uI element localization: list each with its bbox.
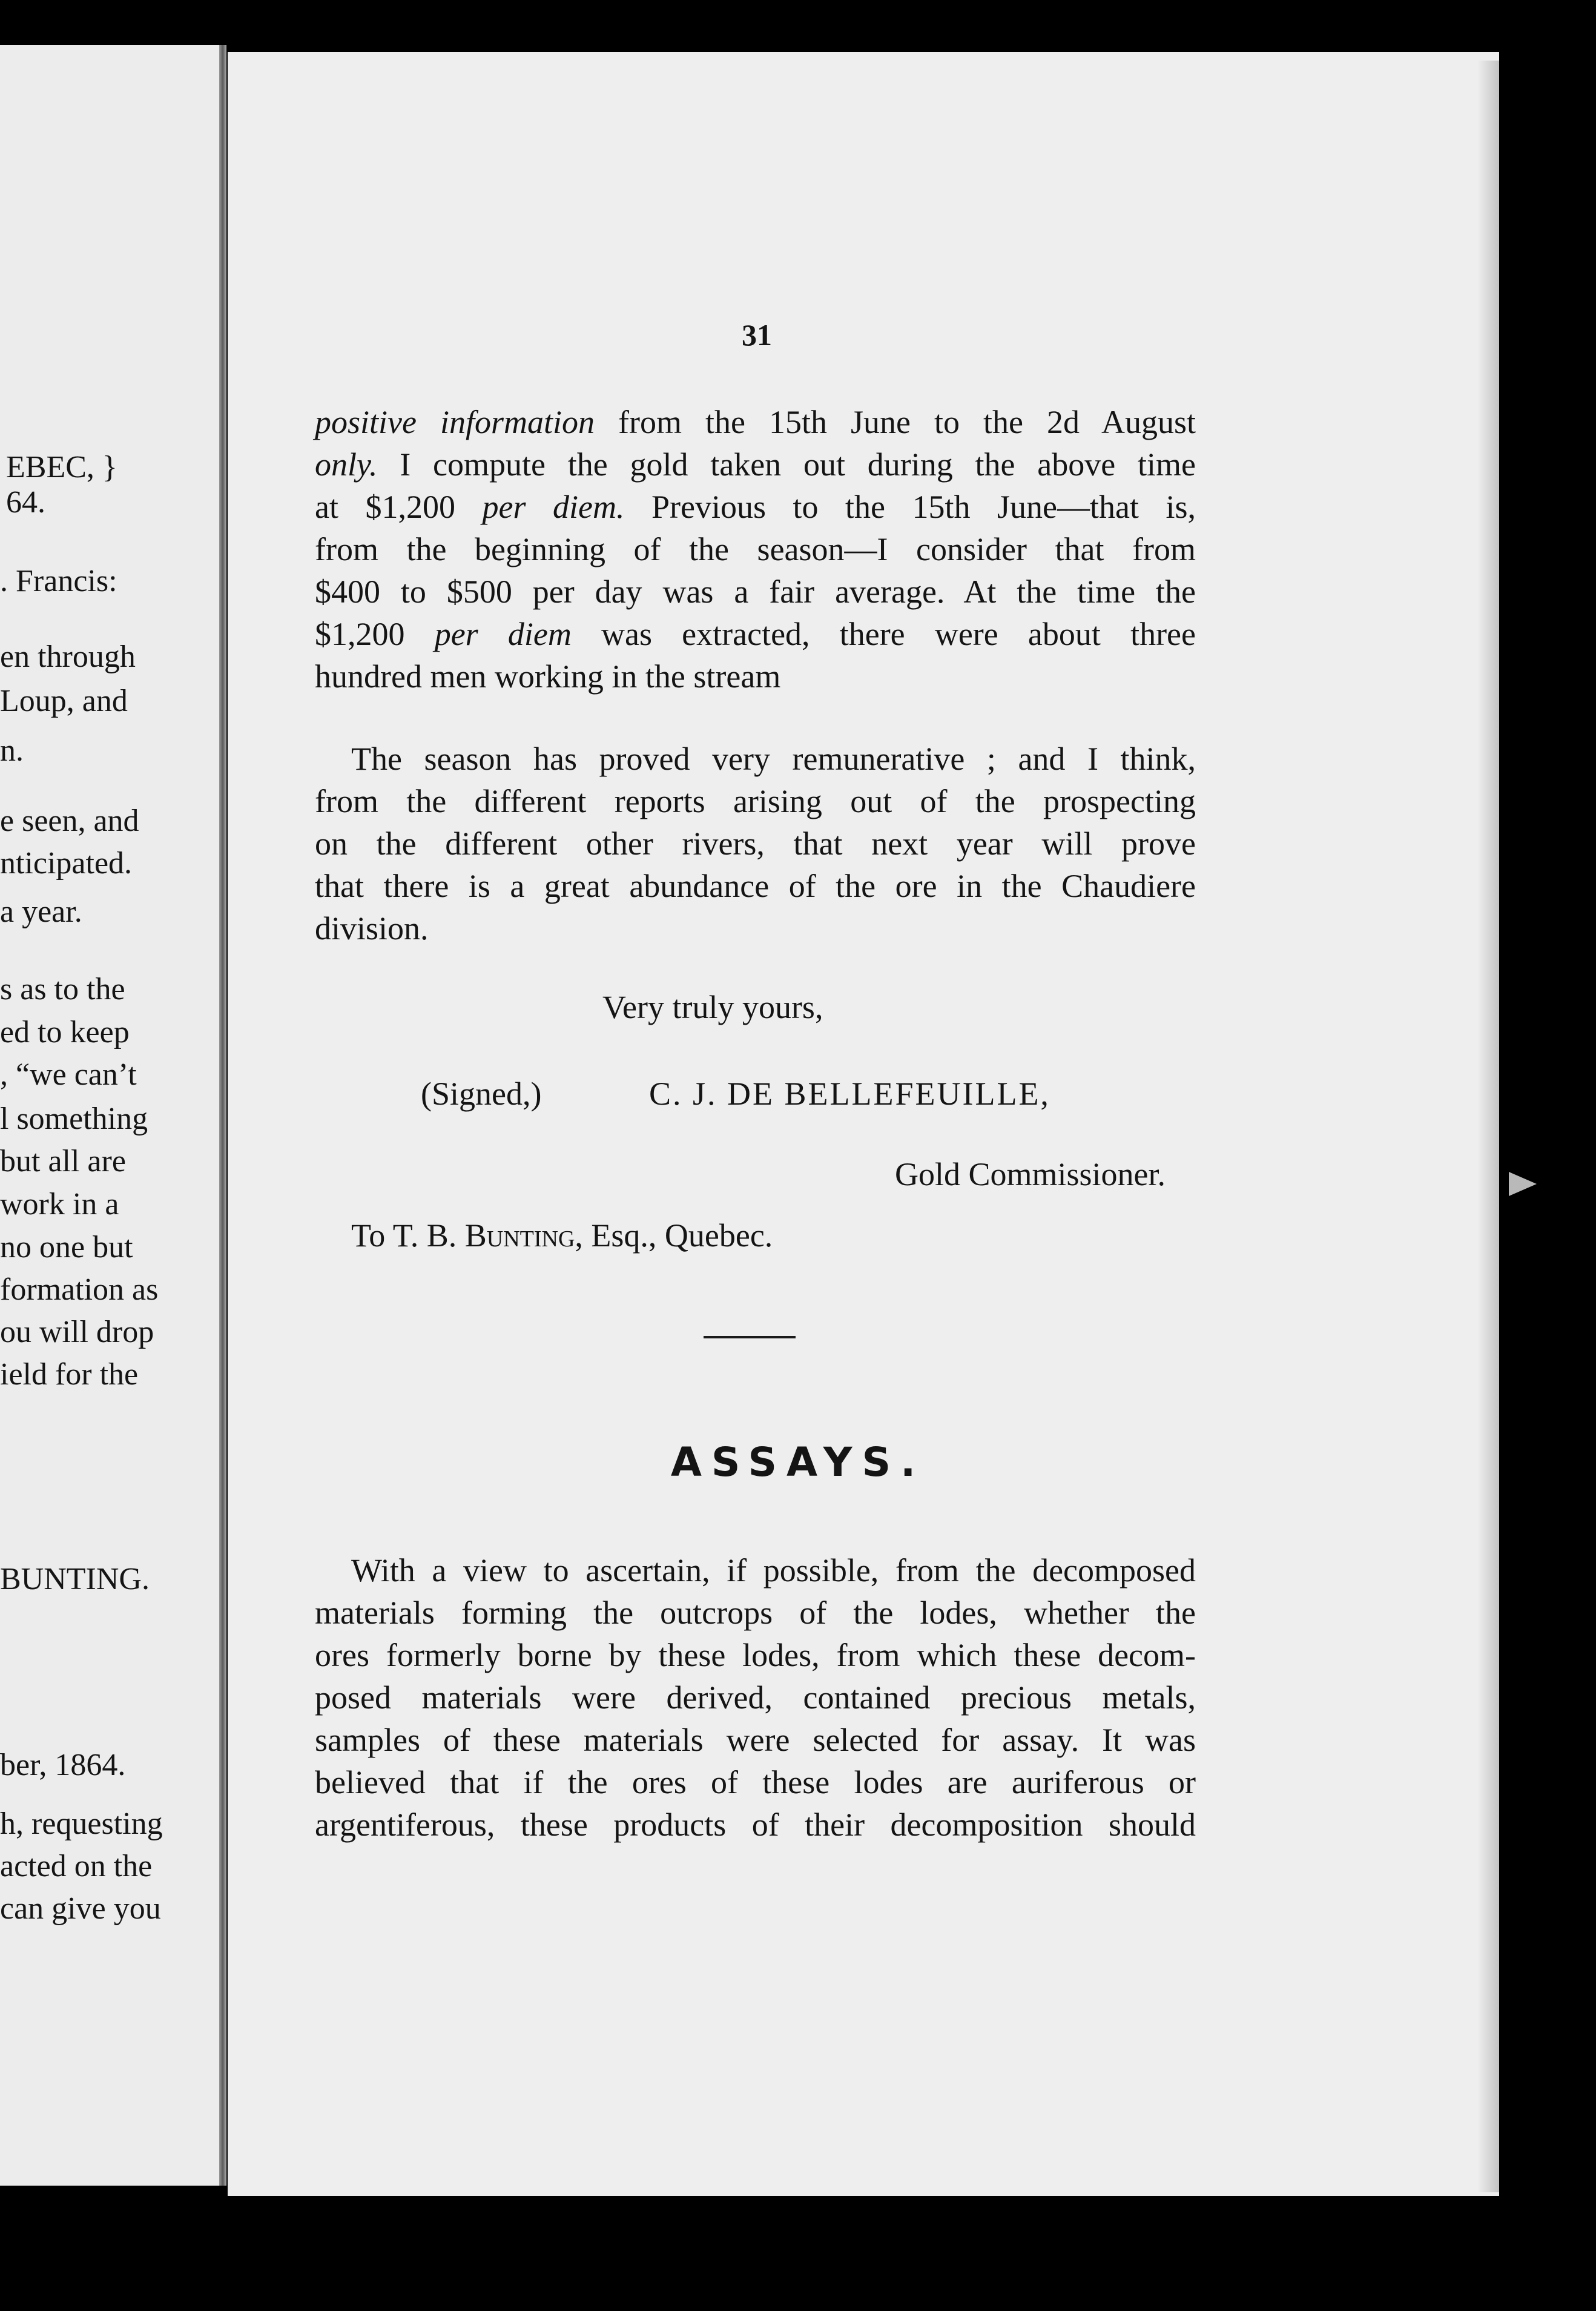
page-gutter [219,45,226,2186]
text-span: , Esq., Quebec. [575,1217,773,1254]
left-fragment-line: s as to the [0,972,125,1007]
signatory-name: C. J. DE BELLEFEUILLE, [649,1076,1050,1112]
italic-phrase: per diem. [482,489,625,525]
letter-line: that there is a great abundance of the ore in the Chaudiere [315,868,1196,904]
assays-line: ores formerly borne by these lodes, from which these decom- [315,1637,1196,1673]
section-separator [704,1336,796,1338]
letter-line: division. [315,910,429,947]
left-fragment-line: l something [0,1102,148,1136]
left-fragment-line: Loup, and [0,684,128,718]
letter-line [315,491,1196,523]
left-fragment-line: ou will drop [0,1315,154,1349]
left-fragment-line: en through [0,640,136,674]
left-fragment-line: acted on the [0,1849,153,1883]
arrow-icon [1509,1172,1537,1196]
left-fragment-line: ber, 1864. [0,1748,126,1782]
section-heading: ASSAYS. [670,1439,926,1486]
assays-line: posed materials were derived, contained precious metals, [315,1679,1196,1716]
letter-line: from the different reports arising out of the prospecting [315,783,1196,819]
left-fragment-line: ield for the [0,1357,139,1392]
signed-label: (Signed,) [421,1076,542,1112]
assays-line: materials forming the outcrops of the lodes, whether the [315,1595,1196,1631]
text-span: was extracted, there were about three [571,616,1196,652]
left-fragment-line: 64. [6,485,45,520]
letter-line [315,406,1196,438]
left-fragment-line: n. [0,733,24,768]
left-fragment-line: nticipated. [0,846,133,881]
left-fragment-line: e seen, and [0,804,139,838]
page-edge-shadow [1477,61,1499,2192]
letter-addressee [351,1219,773,1252]
left-fragment-line: work in a [0,1187,119,1222]
left-page-fragment [0,45,225,2186]
assays-line: argentiferous, these products of their decomposition should [315,1807,1196,1843]
left-fragment-line: EBEC, } [6,450,117,484]
right-page [228,52,1499,2196]
letter-line: on the different other rivers, that next year will prove [315,825,1196,862]
left-fragment-line: but all are [0,1144,126,1179]
text-span: Previous to the 15th June—that is, [624,489,1196,525]
left-fragment-line: can give you [0,1891,161,1926]
letter-line: from the beginning of the season—I consider that from [315,531,1196,567]
italic-phrase: only. [315,446,378,483]
text-span: from the 15th June to the 2d August [595,404,1196,440]
addressee-name: Bunting [464,1217,575,1254]
text-span: I compute the gold taken out during the above time [377,446,1196,483]
text-span: at $1,200 [315,489,483,525]
assays-line: believed that if the ores of these lodes are auriferous or [315,1764,1196,1800]
letter-line: $400 to $500 per day was a fair average. At the time the [315,574,1196,610]
left-fragment-line: h, requesting [0,1807,163,1841]
left-fragment-line: a year. [0,894,82,929]
italic-phrase: positive information [315,404,595,440]
left-fragment-line: ed to keep [0,1015,130,1050]
left-fragment-line: , “we can’t [0,1057,137,1092]
text-span: $1,200 [315,616,435,652]
left-fragment-line: . Francis: [0,564,117,598]
left-fragment-line: BUNTING. [0,1562,150,1596]
letter-line [315,618,1196,650]
left-fragment-line: no one but [0,1230,133,1265]
letter-line [315,448,1196,481]
text-span: To T. B. [351,1217,465,1254]
letter-line: hundred men working in the stream [315,658,781,695]
page-number: 31 [742,318,772,352]
signatory-title: Gold Commissioner. [895,1156,1166,1192]
assays-line: samples of these materials were selected for assay. It was [315,1722,1196,1758]
left-fragment-line: formation as [0,1272,159,1307]
italic-phrase: per diem [434,616,572,652]
letter-line: The season has proved very remunerative ; and I think, [351,741,1196,777]
assays-line: With a view to ascertain, if possible, from the decomposed [351,1552,1196,1589]
letter-closing: Very truly yours, [602,989,823,1025]
